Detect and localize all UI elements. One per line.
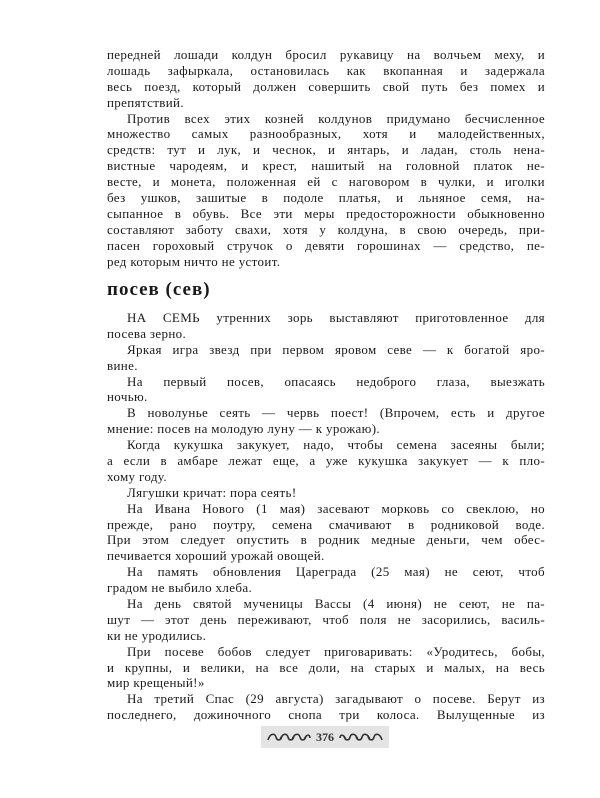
- text-line: прежде, рано поутру, семена смачивают в родниковой воде.: [107, 516, 545, 532]
- text-line: градом не выбило хлеба.: [107, 580, 253, 596]
- text-line: При этом следует опустить в родник медные деньги, чем обес-: [107, 532, 545, 548]
- text-line: передней лошади колдун бросил рукавицу на волчьем меху, и: [107, 47, 545, 62]
- text-line: а если в амбаре лежат еще, а уже кукушка закукует — к пло-: [107, 453, 545, 469]
- previous-section-text: [107, 47, 545, 269]
- text-line: препятствий.: [107, 94, 184, 110]
- text-line: На Ивана Нового (1 мая) засевают морковь со свеклою, но: [127, 500, 545, 516]
- text-line: На первый посев, опасаясь недоброго глаза, выезжать: [127, 373, 545, 389]
- text-line: ки не уродились.: [107, 627, 207, 643]
- section-body-text: [107, 310, 545, 723]
- text-line: НА СЕМЬ утренних зорь выставляют приготовленное для: [127, 310, 545, 325]
- text-line: хому году.: [107, 468, 167, 484]
- page-number-footer: [261, 726, 389, 748]
- text-line: последнего, дожиночного снопа три колоса. Вылущенные из: [107, 707, 545, 723]
- text-line: посева зерно.: [107, 325, 187, 341]
- text-line: пасен гороховый стручок о девяти горошинах — средство, пе-: [107, 237, 545, 253]
- text-line: весте, и монета, положенная ей с наговором в чулки, и иголки: [107, 174, 545, 190]
- text-line: средств: тут и лук, и чеснок, и янтарь, и ладан, столь нена-: [107, 142, 545, 158]
- text-line: весь поезд, который должен совершить свой путь без помех и: [107, 78, 545, 94]
- text-line: ночью.: [107, 389, 148, 405]
- text-line: При посеве бобов следует приговаривать: «Уродитесь, бобы,: [127, 643, 545, 659]
- text-line: На память обновления Цареграда (25 мая) не сеют, чтоб: [127, 564, 545, 580]
- text-line: множество самых разнообразных, хотя и малодейственных,: [107, 126, 545, 142]
- text-line: мнение: посев на молодую луну — к урожаю).: [107, 421, 381, 437]
- right-ornament-icon: [338, 731, 384, 743]
- text-line: Яркая игра звезд при первом яровом севе — к богатой яро-: [127, 341, 545, 357]
- left-ornament-icon: [266, 731, 312, 743]
- text-line: без ушков, зашитые в подоле платья, и льняное семя, на-: [107, 190, 545, 206]
- page-number: 376: [316, 729, 334, 744]
- text-line: печивается хороший урожай овощей.: [107, 548, 325, 564]
- text-line: мир крещеный!»: [107, 675, 205, 691]
- text-line: ред которым ничто не устоит.: [107, 253, 281, 269]
- text-line: лошадь зафыркала, остановилась как вкопанная и задержала: [107, 62, 545, 78]
- text-line: вине.: [107, 357, 138, 373]
- text-line: На день святой мученицы Вассы (4 июня) не сеют, не па-: [127, 596, 545, 612]
- text-line: Против всех этих козней колдунов придумано бесчисленное: [127, 110, 545, 126]
- text-line: и крупны, и велики, на все доли, на старых и малых, на весь: [107, 659, 545, 675]
- text-line: На третий Спас (29 августа) загадывают о посеве. Берут из: [127, 691, 545, 707]
- text-line: вистные чародеям, и крест, нашитый на головной платок не-: [107, 158, 545, 174]
- text-line: В новолунье сеять — червь поест! (Впрочем, есть и другое: [127, 405, 545, 421]
- text-line: шут — этот день переживают, чтоб поля не засорились, василь-: [107, 611, 545, 627]
- text-line: сыпанное в обувь. Все эти меры предосторожности обыкновенно: [107, 205, 545, 221]
- text-line: Лягушки кричат: пора сеять!: [127, 484, 297, 500]
- text-line: составляют заботу свахи, хотя у колдуна, в свою очередь, при-: [107, 221, 545, 237]
- section-heading: посев (сев): [107, 279, 211, 300]
- text-line: Когда кукушка закукует, надо, чтобы семена засеяны были;: [127, 437, 545, 453]
